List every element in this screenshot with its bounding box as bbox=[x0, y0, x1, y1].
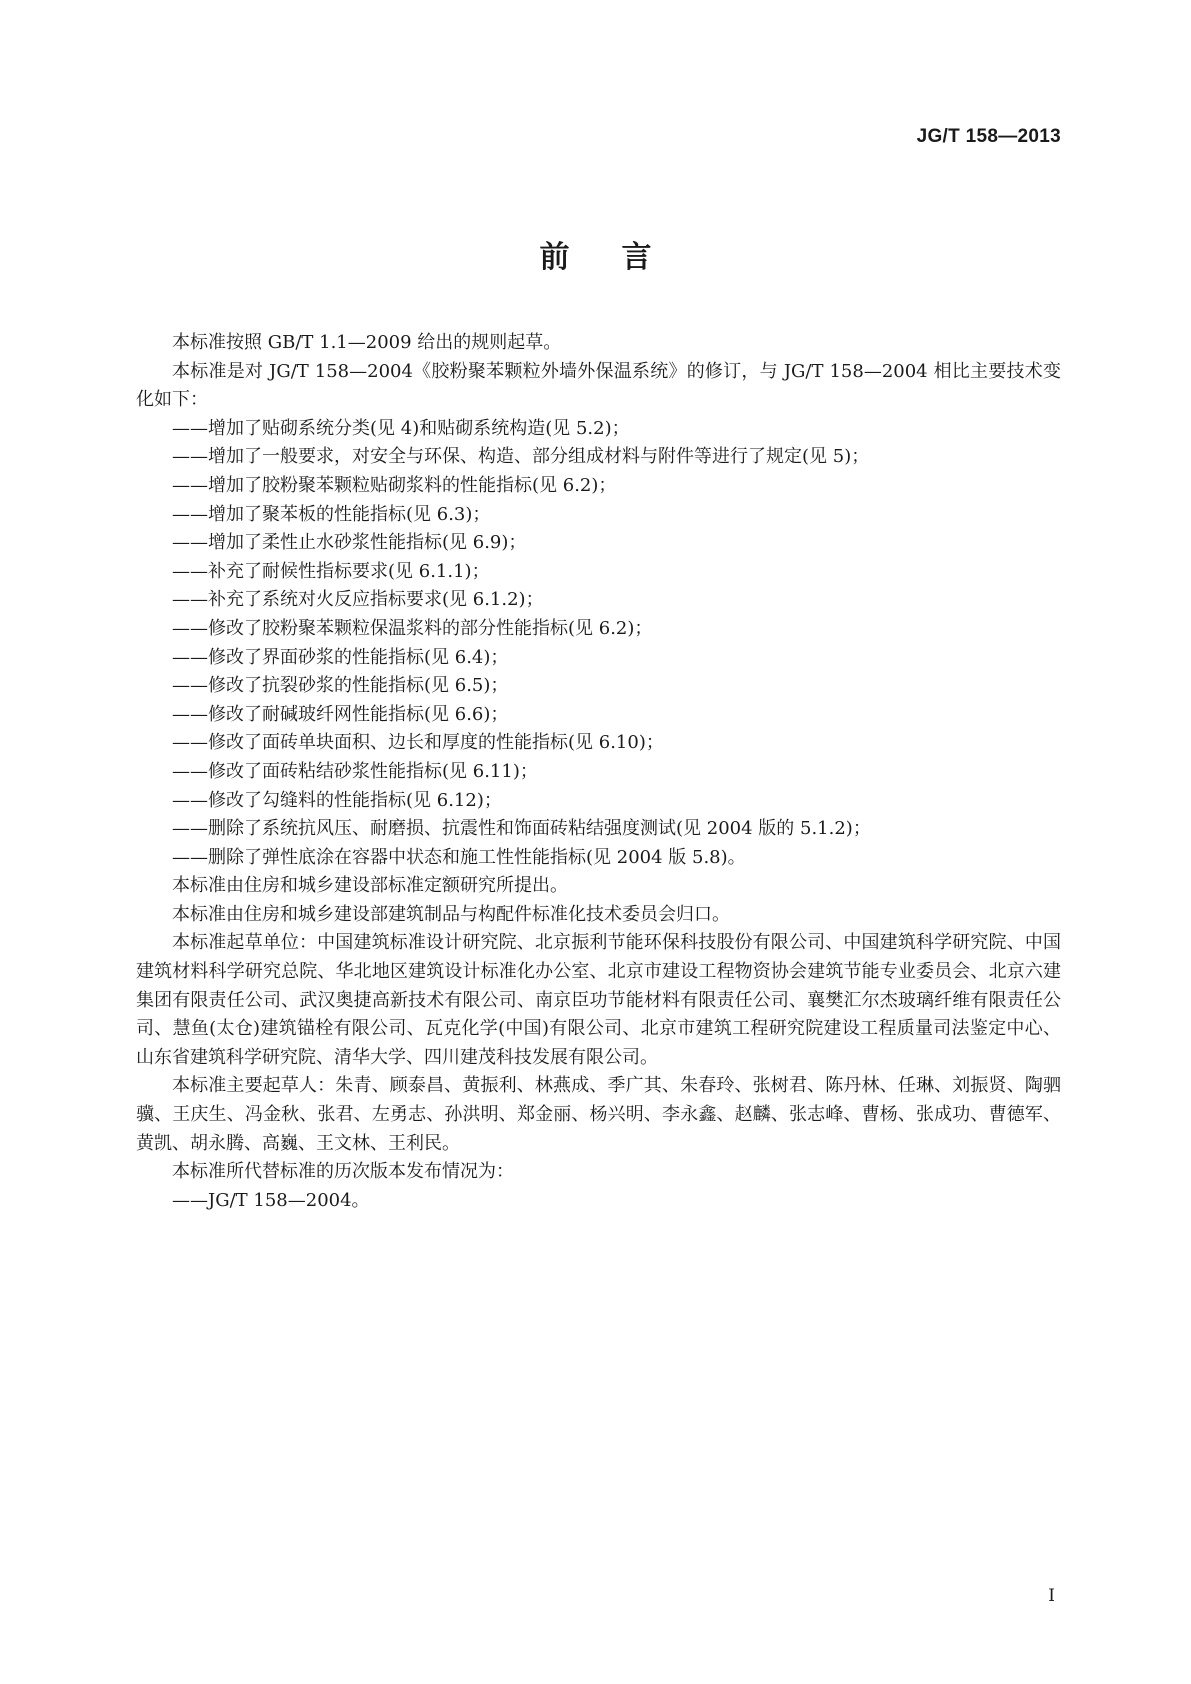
paragraph-history-intro: 本标准所代替标准的历次版本发布情况为： bbox=[172, 1161, 514, 1183]
page-title: 前言 bbox=[539, 240, 704, 275]
history-list bbox=[136, 1187, 1061, 1216]
change-item: ——修改了界面砂浆的性能指标(见 6.4)； bbox=[172, 646, 509, 668]
change-list bbox=[136, 415, 1061, 873]
change-item: ——补充了系统对火反应指标要求(见 6.1.2)； bbox=[172, 589, 544, 611]
paragraph-revision-intro: 本标准是对 JG/T 158—2004《胶粉聚苯颗粒外墙外保温系统》的修订，与 JG/T 158—2004 相比主要技术变化如下： bbox=[136, 360, 1061, 411]
change-item: ——修改了耐碱玻纤网性能指标(见 6.6)； bbox=[172, 703, 509, 725]
change-item: ——修改了勾缝料的性能指标(见 6.12)； bbox=[172, 789, 502, 811]
change-item: ——增加了柔性止水砂浆性能指标(见 6.9)； bbox=[172, 532, 527, 554]
change-item: ——修改了面砖单块面积、边长和厚度的性能指标(见 6.10)； bbox=[172, 732, 664, 754]
change-item: ——增加了一般要求，对安全与环保、构造、部分组成材料与附件等进行了规定(见 5)； bbox=[172, 446, 870, 468]
paragraph-drafters: 本标准主要起草人：朱青、顾泰昌、黄振利、林燕成、季广其、朱春玲、张树君、陈丹林、任琳、刘振贤、陶驷骥、王庆生、冯金秋、张君、左勇志、孙洪明、郑金丽、杨兴明、李永鑫、赵麟、张志峰、曹杨、张成功、曹德军、黄凯、胡永腾、高巍、王文林、王利民。 bbox=[136, 1075, 1061, 1154]
change-item: ——补充了耐候性指标要求(见 6.1.1)； bbox=[172, 560, 490, 582]
standard-code: JG/T 158—2013 bbox=[916, 126, 1061, 147]
foreword-body bbox=[136, 329, 1061, 1215]
paragraph-drafting-units: 本标准起草单位：中国建筑标准设计研究院、北京振利节能环保科技股份有限公司、中国建筑科学研究院、中国建筑材料科学研究总院、华北地区建筑设计标准化办公室、北京市建设工程物资协会建筑节能专业委员会、北京六建集团有限责任公司、武汉奥捷高新技术有限公司、南京臣功节能材料有限责任公司、襄樊汇尔杰玻璃纤维有限责任公司、慧鱼(太仓)建筑锚栓有限公司、瓦克化学(中国)有限公司、北京市建筑工程研究院建设工程质量司法鉴定中心、山东省建筑科学研究院、清华大学、四川建茂科技发展有限公司。 bbox=[136, 932, 1061, 1068]
paragraph-drafting-rules: 本标准按照 GB/T 1.1—2009 给出的规则起草。 bbox=[172, 332, 562, 353]
change-item: ——增加了聚苯板的性能指标(见 6.3)； bbox=[172, 503, 491, 525]
change-item: ——修改了胶粉聚苯颗粒保温浆料的部分性能指标(见 6.2)； bbox=[172, 617, 653, 639]
change-item: ——删除了弹性底涂在容器中状态和施工性性能指标(见 2004 版 5.8)。 bbox=[172, 846, 746, 868]
change-item: ——修改了面砖粘结砂浆性能指标(见 6.11)； bbox=[172, 760, 538, 782]
change-item: ——增加了贴砌系统分类(见 4)和贴砌系统构造(见 5.2)； bbox=[172, 417, 630, 439]
paragraph-proposer: 本标准由住房和城乡建设部标准定额研究所提出。 bbox=[172, 875, 568, 897]
history-item: ——JG/T 158—2004。 bbox=[172, 1189, 370, 1211]
change-item: ——修改了抗裂砂浆的性能指标(见 6.5)； bbox=[172, 675, 509, 697]
paragraph-administrator: 本标准由住房和城乡建设部建筑制品与构配件标准化技术委员会归口。 bbox=[172, 903, 730, 925]
change-item: ——删除了系统抗风压、耐磨损、抗震性和饰面砖粘结强度测试(见 2004 版的 5.1.2)； bbox=[172, 818, 871, 840]
page-number: I bbox=[1048, 1586, 1055, 1606]
change-item: ——增加了胶粉聚苯颗粒贴砌浆料的性能指标(见 6.2)； bbox=[172, 474, 617, 496]
